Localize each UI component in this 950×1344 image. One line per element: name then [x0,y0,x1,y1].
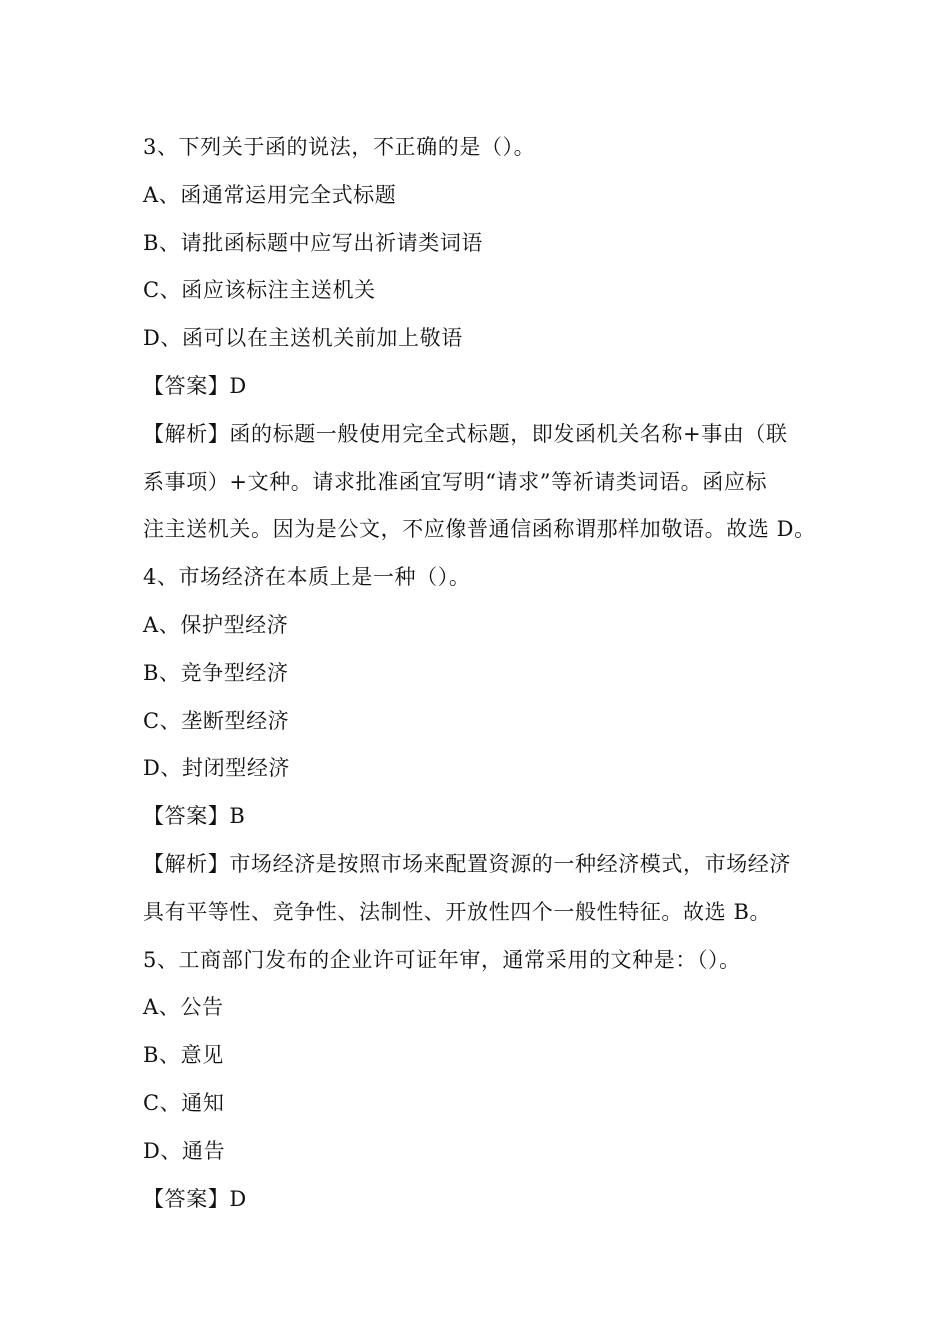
option-b: B、竞争型经济 [143,660,289,685]
analysis-line [143,841,813,889]
answer-tag: 【答案】 [143,373,230,398]
answer-line [143,1176,813,1224]
question-stem: 5、工商部门发布的企业许可证年审，通常采用的文种是：（）。 [143,947,741,972]
option-d: D、封闭型经济 [143,756,291,781]
analysis-paragraph [143,841,813,937]
option-a: A、函通常运用完全式标题 [143,182,397,207]
answer-value: D [229,373,247,398]
question-stem: 3、下列关于函的说法，不正确的是（）。 [143,135,536,159]
option-d: D、通告 [143,1138,226,1163]
option-b: B、意见 [143,1043,224,1068]
analysis-line: 具有平等性、竞争性、法制性、开放性四个一般性特征。故选 B。 [143,899,772,924]
analysis-text: 市场经济是按照市场来配置资源的一种经济模式，市场经济 [229,851,792,876]
analysis-tag: 【解析】 [143,851,230,876]
option-c: C、通知 [143,1090,225,1115]
answer-tag: 【答案】 [143,804,230,829]
option-a: A、保护型经济 [143,612,289,637]
option-d: D、函可以在主送机关前加上敬语 [143,326,463,351]
option-c: C、函应该标注主送机关 [143,278,376,303]
analysis-line: 注主送机关。因为是公文，不应像普通信函称谓那样加敬语。故选 D。 [143,517,816,542]
option-a: A、公告 [143,995,224,1020]
analysis-paragraph [143,411,816,554]
answer-tag: 【答案】 [143,1186,230,1211]
answer-line [143,793,813,841]
analysis-line: 系事项）+文种。请求批准函宜写明“请求”等祈请类词语。函应标 [143,469,768,494]
question-stem: 4、市场经济在本质上是一种（）。 [143,565,471,590]
option-b: B、请批函标题中应写出祈请类词语 [143,230,484,255]
analysis-tag: 【解析】 [143,421,230,446]
option-c: C、垄断型经济 [143,708,290,733]
answer-line [143,363,813,411]
document-page [143,124,816,1223]
analysis-text: 函的标题一般使用完全式标题，即发函机关名称+事由（联 [229,421,788,446]
answer-value: D [229,1186,247,1211]
answer-value: B [229,804,246,829]
analysis-line [143,411,813,459]
